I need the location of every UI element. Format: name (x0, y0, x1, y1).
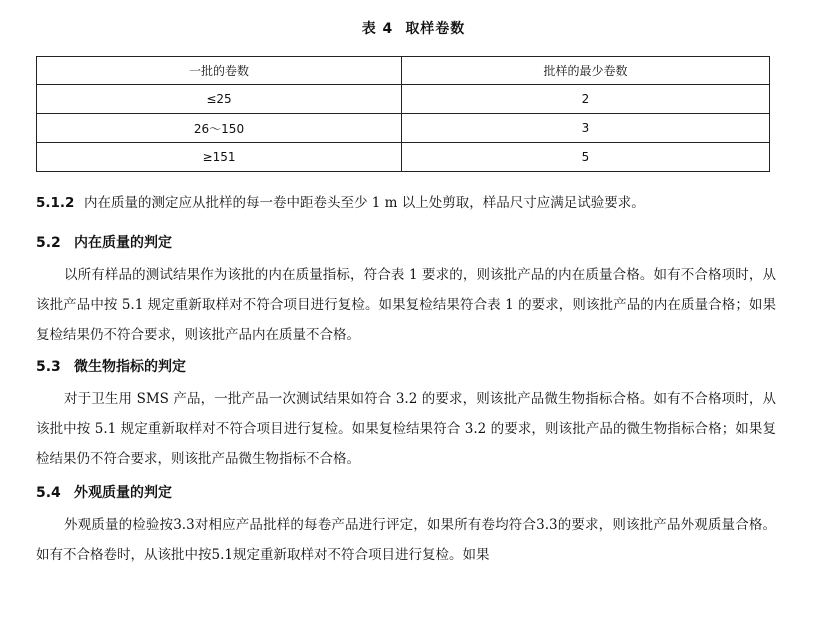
table-row (37, 114, 770, 143)
table-cell-min-rolls: 3 (402, 114, 770, 143)
section-5-2-title: 内在质量的判定 (74, 235, 172, 251)
table-caption (0, 18, 827, 38)
section-5-2-body: 以所有样品的测试结果作为该批的内在质量指标，符合表 1 要求的，则该批产品的内在质量合格。如有不合格项时，从该批产品中按 5.1 规定重新取样对不符合项目进行复检。如果复检结果符合表 1 的要求，则该批产品的内在质量合格；如果复检结果仍不符合要求，则该批产品内在质量不合格。 (36, 267, 776, 343)
clause-5-1-2-number: 5.1.2 (36, 195, 75, 211)
section-5-4-heading (36, 482, 172, 502)
table-row (37, 85, 770, 114)
section-5-2-heading (36, 232, 172, 252)
section-5-4-title: 外观质量的判定 (74, 485, 172, 501)
table-cell-lot-size: ≥151 (37, 143, 402, 172)
section-5-3-title: 微生物指标的判定 (74, 359, 186, 375)
sampling-table (36, 56, 770, 172)
table-caption-text: 取样卷数 (405, 21, 466, 37)
table-row (37, 143, 770, 172)
section-5-4-body: 外观质量的检验按3.3对相应产品批样的每卷产品进行评定，如果所有卷均符合3.3的要求，则该批产品外观质量合格。如有不合格卷时，从该批中按5.1规定重新取样对不符合项目进行复检。如果 (36, 517, 776, 563)
table-cell-min-rolls: 2 (402, 85, 770, 114)
table-cell-lot-size: ≤25 (37, 85, 402, 114)
table-header-lot-size: 一批的卷数 (37, 57, 402, 85)
table-cell-lot-size: 26～150 (37, 114, 402, 143)
section-5-4-number: 5.4 (36, 485, 61, 501)
clause-5-1-2 (36, 188, 776, 218)
section-5-2-number: 5.2 (36, 235, 61, 251)
table-caption-number: 表 4 (361, 21, 394, 37)
section-5-3-body: 对于卫生用 SMS 产品，一批产品一次测试结果如符合 3.2 的要求，则该批产品微生物指标合格。如有不合格项时，从该批中按 5.1 规定重新取样对不符合项目进行复检。如果复检结果符合 3.2 的要求，则该批产品的微生物指标合格；如果复检结果仍不符合要求，则该批产品微生物指标不合格。 (36, 391, 776, 467)
section-5-3-heading (36, 356, 186, 376)
table-header-min-rolls: 批样的最少卷数 (402, 57, 770, 85)
table-header-row (37, 57, 770, 85)
clause-5-1-2-text: 内在质量的测定应从批样的每一卷中距卷头至少 1 m 以上处剪取，样品尺寸应满足试验要求。 (84, 195, 645, 211)
table-cell-min-rolls: 5 (402, 143, 770, 172)
section-5-3-number: 5.3 (36, 359, 61, 375)
